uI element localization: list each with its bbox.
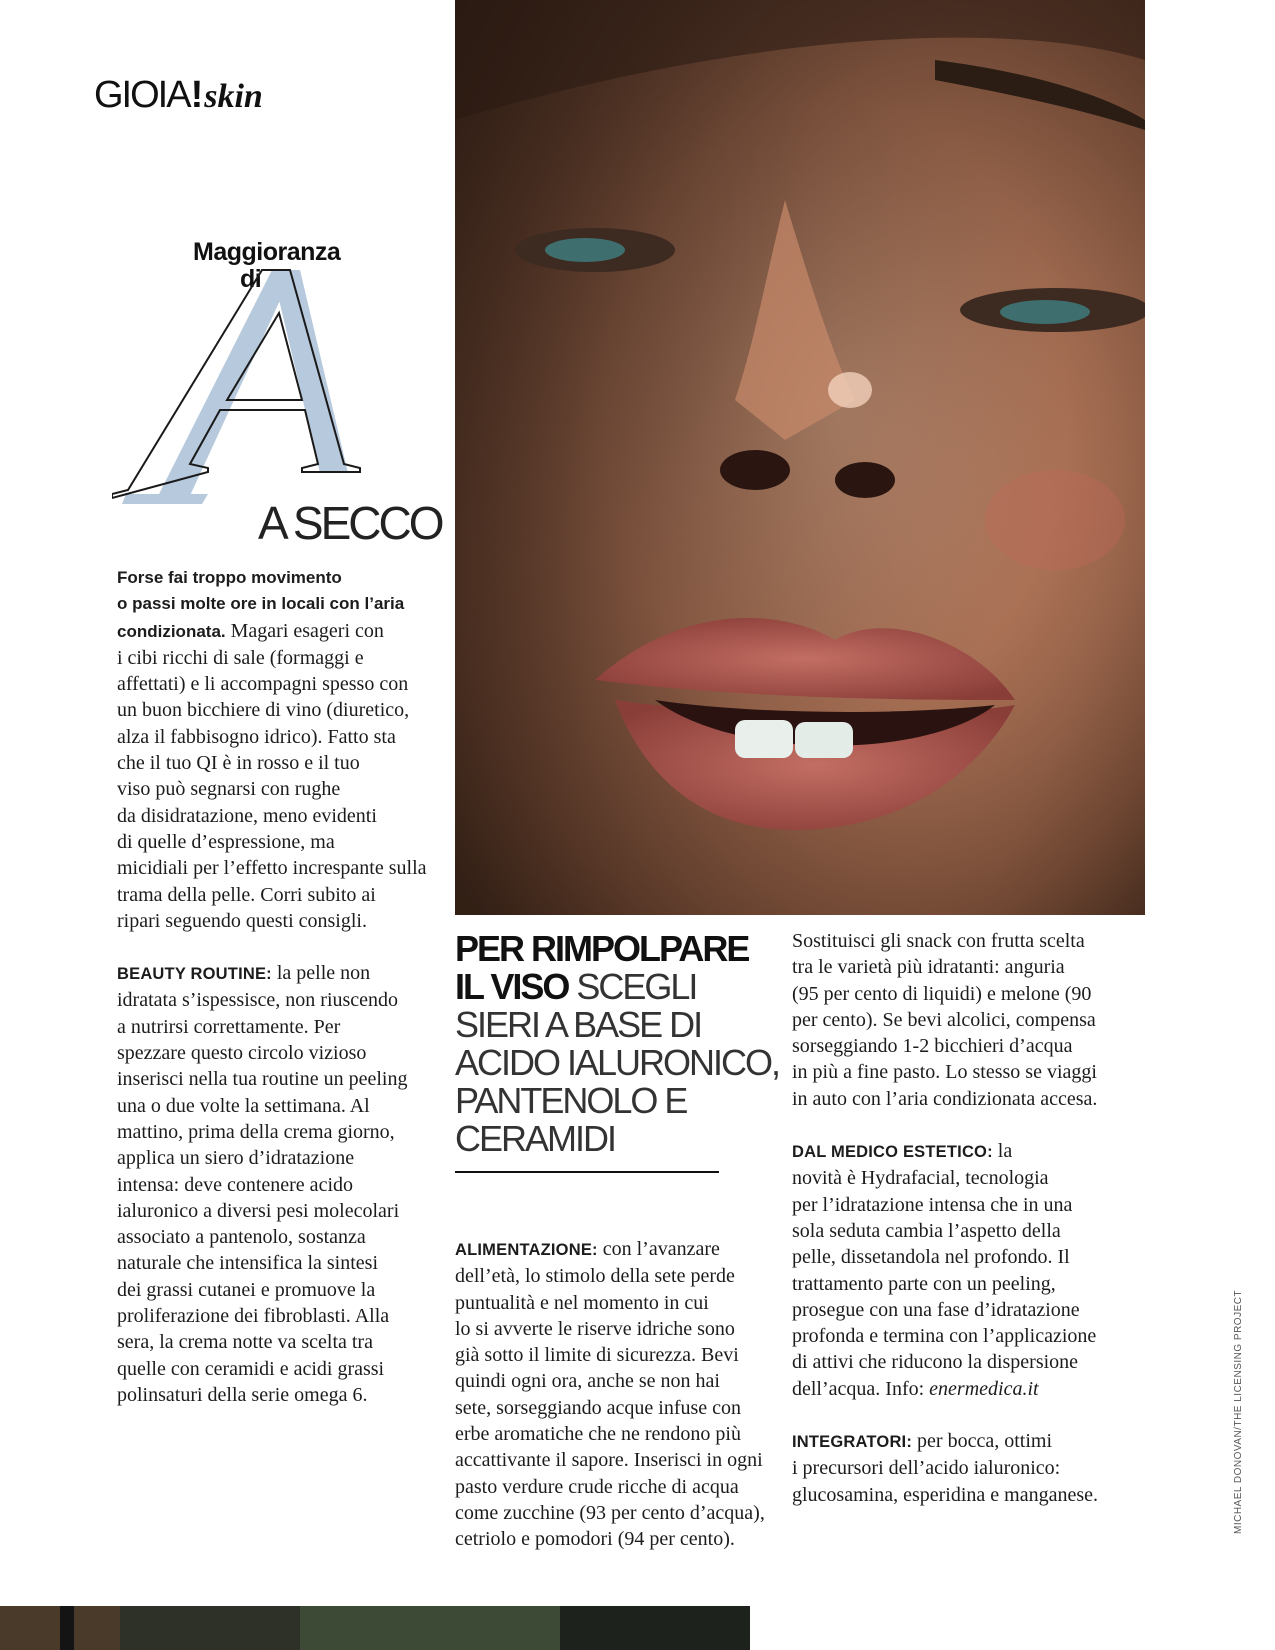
beauty-line: ialuronico a diversi pesi molecolari bbox=[117, 1199, 400, 1222]
medico-label: DAL MEDICO ESTETICO: bbox=[792, 1143, 993, 1162]
medico-line: per l’idratazione intensa che in una bbox=[792, 1193, 1073, 1216]
alimentazione-line: sete, sorseggiando acque infuse con bbox=[455, 1396, 742, 1419]
beauty-line: applica un siero d’idratazione bbox=[117, 1147, 355, 1170]
alimentazione-line: come zucchine (93 per cento d’acqua), bbox=[455, 1501, 765, 1524]
intro-body-line: che il tuo QI è in rosso e il tuo bbox=[117, 752, 360, 775]
intro-body-line: alza il fabbisogno idrico). Fatto sta bbox=[117, 725, 396, 748]
snack-line: Sostituisci gli snack con frutta scelta bbox=[792, 930, 1085, 952]
photo-credit: MICHAEL DONOVAN/THE LICENSING PROJECT bbox=[1233, 1289, 1244, 1534]
right-column bbox=[792, 928, 1112, 1508]
pull-quote-line: SCEGLI bbox=[568, 966, 697, 1007]
bottom-photo bbox=[0, 1606, 750, 1650]
snack-line: (95 per cento di liquidi) e melone (90 bbox=[792, 982, 1092, 1005]
alimentazione-line: pasto verdure crude ricche di acqua bbox=[455, 1475, 739, 1498]
alimentazione-line: dell’età, lo stimolo della sete perde bbox=[455, 1265, 735, 1288]
snack-line: sorseggiando 1-2 bicchieri d’acqua bbox=[792, 1035, 1073, 1058]
beauty-line: spezzare questo circolo vizioso bbox=[117, 1042, 367, 1065]
snack-line: in auto con l’aria condizionata accesa. bbox=[792, 1087, 1098, 1110]
face-photo bbox=[455, 0, 1145, 915]
medico-line: prosegue con una fase d’idratazione bbox=[792, 1298, 1080, 1321]
medico-last: dell’acqua. Info: bbox=[792, 1377, 930, 1400]
beauty-line: quelle con ceramidi e acidi grassi bbox=[117, 1357, 385, 1380]
beauty-line: mattino, prima della crema giorno, bbox=[117, 1120, 395, 1143]
pull-quote-bold-line: IL VISO bbox=[455, 966, 569, 1007]
beauty-line: inserisci nella tua routine un peeling bbox=[117, 1068, 408, 1091]
pull-quote-rule bbox=[455, 1171, 719, 1173]
beauty-line: associato a pantenolo, sostanza bbox=[117, 1226, 366, 1249]
pull-quote-line: CERAMIDI bbox=[455, 1118, 616, 1159]
intro-body-line: da disidratazione, meno evidenti bbox=[117, 804, 377, 827]
beauty-label: BEAUTY ROUTINE: bbox=[117, 965, 272, 984]
alimentazione-line: lo si avverte le riserve idriche sono bbox=[455, 1317, 735, 1340]
beauty-line: proliferazione dei fibroblasti. Alla bbox=[117, 1305, 390, 1328]
magazine-logo bbox=[94, 74, 263, 124]
intro-lead-line: condizionata. bbox=[117, 621, 226, 641]
beauty-line: sera, la crema notte va scelta tra bbox=[117, 1331, 373, 1354]
alimentazione-line: cetriolo e pomodori (94 per cento). bbox=[455, 1528, 735, 1551]
intro-body-line: micidiali per l’effetto increspante sulla bbox=[117, 857, 427, 880]
medico-first: la bbox=[992, 1140, 1013, 1163]
beauty-line: una o due volte la settimana. Al bbox=[117, 1094, 370, 1117]
snack-line: tra le varietà più idratanti: anguria bbox=[792, 956, 1065, 979]
title-kicker-line2: di bbox=[240, 265, 262, 293]
title-subtitle: A SECCO bbox=[258, 497, 442, 549]
pull-quote-line: SIERI A BASE DI bbox=[455, 1004, 702, 1045]
alimentazione-line: quindi ogni ora, anche se non hai bbox=[455, 1370, 720, 1393]
intro-body-line: un buon bicchiere di vino (diuretico, bbox=[117, 699, 410, 722]
alimentazione-line: già sotto il limite di sicurezza. Bevi bbox=[455, 1344, 739, 1367]
intro-body-line: di quelle d’espressione, ma bbox=[117, 830, 335, 853]
alimentazione-line: puntualità e nel momento in cui bbox=[455, 1291, 709, 1314]
intro-body-line: viso può segnarsi con rughe bbox=[117, 778, 341, 801]
logo-brand: GIOIA bbox=[94, 74, 190, 116]
intro-body-line: trama della pelle. Corri subito ai bbox=[117, 883, 376, 906]
intro-lead-line: Forse fai troppo movimento bbox=[117, 568, 342, 587]
alimentazione-line: accattivante il sapore. Inserisci in ogni bbox=[455, 1449, 763, 1472]
medico-line: di attivi che riducono la dispersione bbox=[792, 1351, 1079, 1374]
face-photo-image bbox=[455, 0, 1145, 915]
bottom-photo-image bbox=[0, 1606, 750, 1650]
integratori-line: i precursori dell’acido ialuronico: bbox=[792, 1457, 1061, 1480]
beauty-line: polinsaturi della serie omega 6. bbox=[117, 1383, 368, 1406]
alimentazione-first: con l’avanzare bbox=[597, 1238, 720, 1260]
integratori-first: per bocca, ottimi bbox=[912, 1430, 1052, 1453]
medico-line: trattamento parte con un peeling, bbox=[792, 1272, 1056, 1295]
snack-line: per cento). Se bevi alcolici, compensa bbox=[792, 1008, 1096, 1031]
pull-quote-line: ACIDO IALURONICO, bbox=[455, 1042, 780, 1083]
beauty-line: a nutrirsi correttamente. Per bbox=[117, 1015, 341, 1038]
intro-column bbox=[117, 565, 427, 1408]
pull-quote bbox=[455, 928, 780, 1159]
medico-line: novità è Hydrafacial, tecnologia bbox=[792, 1167, 1049, 1190]
alimentazione-label: ALIMENTAZIONE: bbox=[455, 1241, 598, 1259]
intro-body-line: Magari esageri con bbox=[225, 619, 384, 642]
title-kicker-line1: Maggioranza bbox=[193, 238, 341, 266]
logo-section: skin bbox=[204, 78, 263, 115]
pull-quote-bold-line: PER RIMPOLPARE bbox=[455, 928, 749, 969]
beauty-line: idratata s’ispessisce, non riuscendo bbox=[117, 989, 399, 1012]
beauty-line: intensa: deve contenere acido bbox=[117, 1173, 353, 1196]
alimentazione-line: erbe aromatiche che ne rendono più bbox=[455, 1423, 741, 1446]
intro-body-line: ripari seguendo questi consigli. bbox=[117, 909, 367, 932]
beauty-line: naturale che intensifica la sintesi bbox=[117, 1252, 379, 1275]
intro-body-line: affettati) e li accompagni spesso con bbox=[117, 673, 409, 696]
beauty-line: dei grassi cutanei e promuove la bbox=[117, 1278, 376, 1301]
integratori-label: INTEGRATORI: bbox=[792, 1433, 913, 1452]
logo-mark: ! bbox=[190, 74, 204, 116]
intro-body-line: i cibi ricchi di sale (formaggi e bbox=[117, 646, 364, 669]
drop-cap-a bbox=[112, 265, 372, 530]
medico-line: pelle, dissetandola nel profondo. Il bbox=[792, 1246, 1070, 1269]
pull-quote-line: PANTENOLO E bbox=[455, 1080, 687, 1121]
snack-line: in più a fine pasto. Lo stesso se viaggi bbox=[792, 1061, 1097, 1084]
medico-link[interactable]: enermedica.it bbox=[929, 1377, 1039, 1400]
medico-line: sola seduta cambia l’aspetto della bbox=[792, 1219, 1061, 1242]
intro-lead-line: o passi molte ore in locali con l’aria bbox=[117, 594, 405, 614]
integratori-line: glucosamina, esperidina e manganese. bbox=[792, 1483, 1098, 1506]
medico-line: profonda e termina con l’applicazione bbox=[792, 1325, 1097, 1348]
beauty-first: la pelle non bbox=[271, 962, 371, 985]
alimentazione-column bbox=[455, 1236, 767, 1553]
